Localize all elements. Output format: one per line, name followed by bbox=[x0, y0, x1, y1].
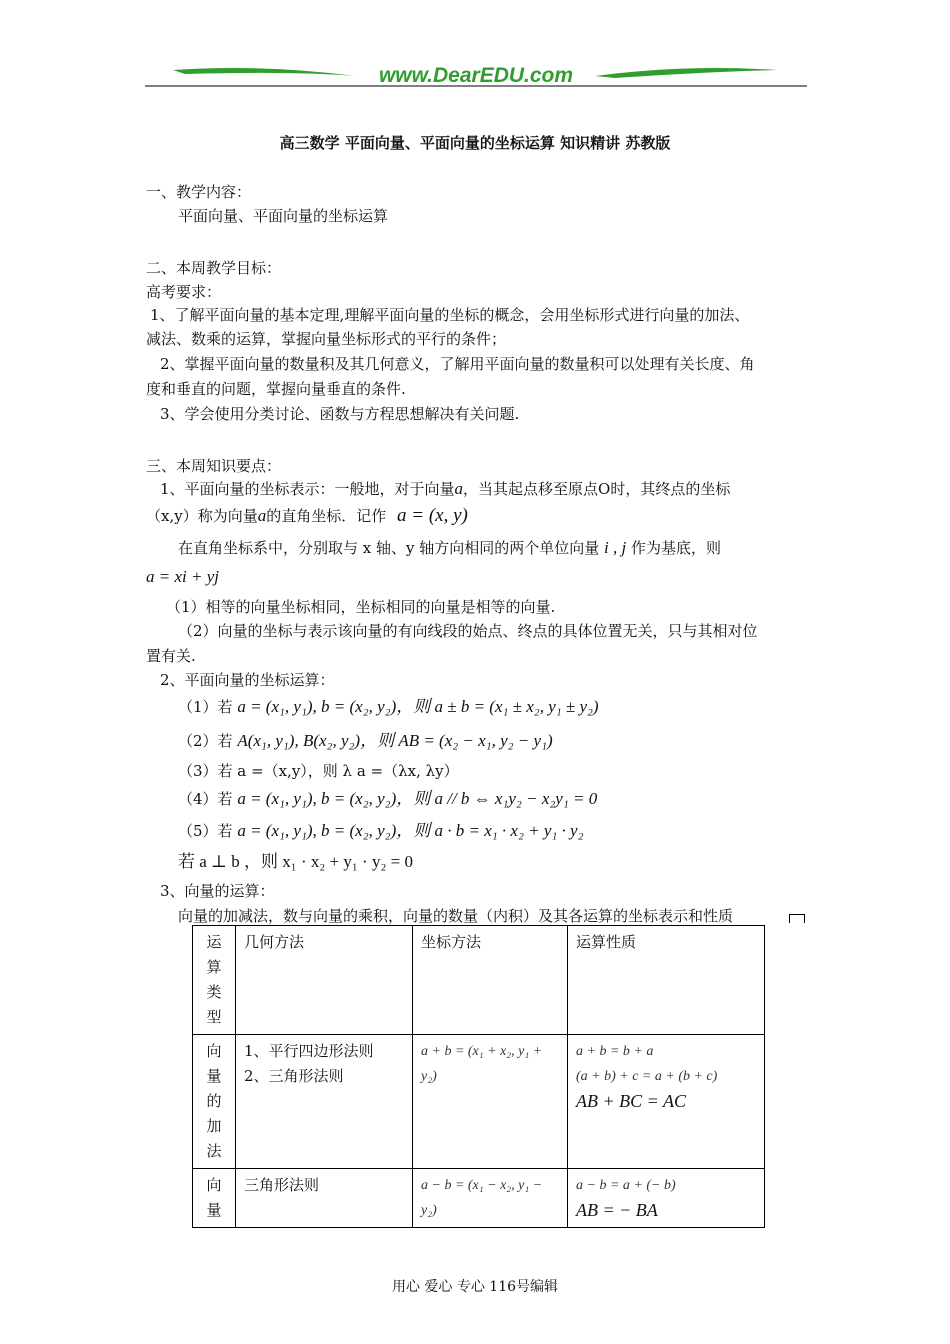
point-1-text-b: ，当其起点移至原点O时，其终点的坐标 bbox=[463, 480, 731, 498]
property-formula: a − b = a + (− b) bbox=[576, 1178, 676, 1193]
operation-5-formula: a = (x₁, y₁), b = (x₂, y₂)，则 a · b = x₁ · x₂ + y₁ · y₂ bbox=[237, 821, 584, 840]
operation-4 bbox=[178, 788, 597, 810]
row-subtraction-coordinate bbox=[413, 1169, 568, 1228]
site-logo-text: www.DearEDU.com bbox=[378, 64, 574, 87]
geometric-method-item: 1、平行四边形法则 bbox=[244, 1042, 374, 1060]
section-2-heading: 二、本周教学目标： bbox=[146, 259, 282, 277]
row-addition-coordinate bbox=[413, 1035, 568, 1169]
row-subtraction-properties bbox=[568, 1169, 765, 1228]
header-banner bbox=[145, 62, 807, 88]
note-2-line-2: 置有关. bbox=[146, 647, 196, 665]
row-addition-type: 向量的加法 bbox=[193, 1035, 236, 1169]
corner-mark bbox=[789, 914, 805, 923]
property-formula: AB + BC = AC bbox=[576, 1091, 686, 1111]
property-formula: AB = − BA bbox=[576, 1200, 658, 1220]
geometric-method-item: 三角形法则 bbox=[244, 1176, 320, 1194]
page-footer: 用心 爱心 专心 116号编辑 bbox=[391, 1279, 559, 1295]
property-formula: a + b = b + a bbox=[576, 1044, 654, 1059]
table-row bbox=[193, 1035, 765, 1169]
header-geometric-method: 几何方法 bbox=[236, 926, 413, 1035]
row-subtraction-geometric bbox=[236, 1169, 413, 1228]
requirement-3: 3、学会使用分类讨论、函数与方程思想解决有关问题. bbox=[160, 405, 520, 423]
vector-notation-formula: a = (x, y) bbox=[397, 505, 468, 526]
operation-5 bbox=[178, 820, 584, 842]
note-2-line-1: （2）向量的坐标与表示该向量的有向线段的始点、终点的具体位置无关，只与其相对位 bbox=[178, 622, 758, 640]
operation-1-label: （1）若 bbox=[178, 698, 233, 716]
point-1-text-d: 的直角坐标．记作 bbox=[266, 507, 387, 525]
operation-5-label: （5）若 bbox=[178, 822, 233, 840]
property-formula: (a + b) + c = a + (b + c) bbox=[576, 1069, 718, 1084]
header-operation-type: 运算类型 bbox=[193, 926, 236, 1035]
requirement-2-line-1: 2、掌握平面向量的数量积及其几何意义，了解用平面向量的数量积可以处理有关长度、角 bbox=[160, 355, 755, 373]
vector-a-symbol: a bbox=[257, 506, 267, 525]
banner-swoosh-icon bbox=[145, 62, 807, 88]
operation-2-formula: A(x₁, y₁), B(x₂, y₂)，则 AB = (x₂ − x₁, y₂ − y₁) bbox=[237, 731, 553, 750]
row-addition-properties bbox=[568, 1035, 765, 1169]
basis-paragraph-line-1 bbox=[178, 537, 721, 559]
table-header-row bbox=[193, 926, 765, 1035]
header-coordinate-method: 坐标方法 bbox=[413, 926, 568, 1035]
operation-2 bbox=[178, 730, 553, 752]
requirement-1-line-2: 减法、数乘的运算，掌握向量坐标形式的平行的条件； bbox=[146, 330, 507, 348]
basis-formula: a = xi + yj bbox=[146, 567, 219, 586]
basis-text-a: 在直角坐标系中，分别取与 x 轴、y 轴方向相同的两个单位向量 bbox=[178, 539, 600, 557]
note-1: （1）相等的向量坐标相同，坐标相同的向量是相等的向量. bbox=[166, 598, 556, 616]
unit-vectors-ij: i , j bbox=[604, 538, 627, 557]
point-1-text-c: （x,y）称为向量 bbox=[146, 507, 258, 525]
exam-requirements-label: 高考要求： bbox=[146, 283, 222, 301]
section-1-heading: 一、教学内容： bbox=[146, 183, 252, 201]
row-addition-geometric bbox=[236, 1035, 413, 1169]
vector-operations-table bbox=[192, 925, 765, 1228]
table-row bbox=[193, 1169, 765, 1228]
row-subtraction-type: 向量 bbox=[193, 1169, 236, 1228]
requirement-1-line-1: 1、了解平面向量的基本定理,理解平面向量的坐标的概念，会用坐标形式进行向量的加法、 bbox=[150, 306, 750, 324]
operation-3: （3）若 a =（x,y），则 λ a =（λx, λy） bbox=[178, 762, 459, 780]
addition-coordinate-formula: a + b = (x₁ + x₂, y₁ + y₂) bbox=[421, 1044, 543, 1084]
vector-a-symbol: a bbox=[454, 479, 464, 498]
subtraction-coordinate-formula: a − b = (x₁ − x₂, y₁ − y₂) bbox=[421, 1178, 543, 1218]
point-1-text-a: 1、平面向量的坐标表示：一般地，对于向量 bbox=[160, 480, 455, 498]
basis-text-b: 作为基底，则 bbox=[631, 539, 722, 557]
document-title: 高三数学 平面向量、平面向量的坐标运算 知识精讲 苏教版 bbox=[279, 134, 671, 152]
point-2-heading: 2、平面向量的坐标运算： bbox=[160, 671, 335, 689]
point-3-description: 向量的加减法，数与向量的乘积，向量的数量（内积）及其各运算的坐标表示和性质 bbox=[178, 907, 734, 925]
section-1-content: 平面向量、平面向量的坐标运算 bbox=[178, 207, 389, 225]
operation-1 bbox=[178, 696, 599, 718]
operation-1-formula: a = (x₁, y₁), b = (x₂, y₂)，则 a ± b = (x₁ ± x₂, y₁ ± y₂) bbox=[237, 697, 599, 716]
operation-2-label: （2）若 bbox=[178, 732, 233, 750]
operation-4-formula: a = (x₁, y₁), b = (x₂, y₂)，则 a // b ⇔ x₁y₂ − x₂y₁ = 0 bbox=[237, 789, 598, 808]
point-1-line-2 bbox=[146, 505, 468, 527]
point-3-heading: 3、向量的运算： bbox=[160, 882, 275, 900]
header-properties: 运算性质 bbox=[568, 926, 765, 1035]
requirement-2-line-2: 度和垂直的问题，掌握向量垂直的条件. bbox=[146, 380, 406, 398]
perpendicular-condition: 若 a ⊥ b ，则 x₁ · x₂ + y₁ · y₂ = 0 bbox=[178, 852, 413, 871]
section-3-heading: 三、本周知识要点： bbox=[146, 457, 282, 475]
geometric-method-item: 2、三角形法则 bbox=[244, 1067, 344, 1085]
point-1-line-1 bbox=[160, 478, 730, 500]
operation-4-label: （4）若 bbox=[178, 790, 233, 808]
